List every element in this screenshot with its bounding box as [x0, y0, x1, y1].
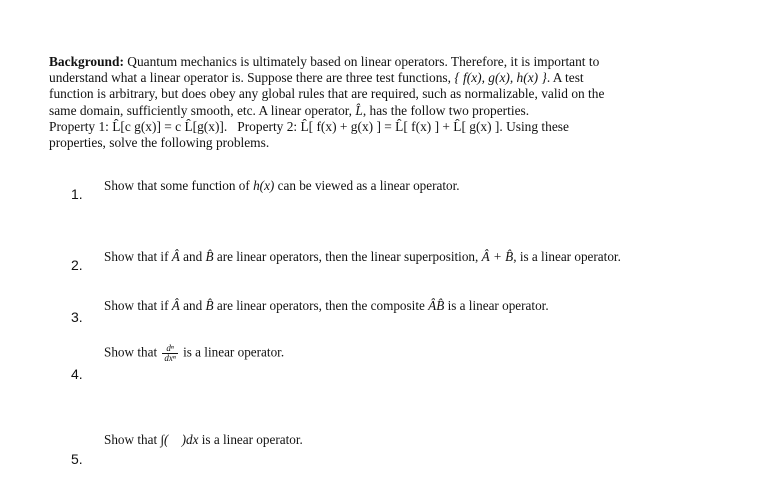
operator-l-hat: L̂	[355, 102, 363, 118]
background-paragraph	[49, 54, 729, 151]
problem-1-text: Show that some function of h(x) can be viewed as a linear operator.	[104, 178, 460, 193]
property-2: Property 2: L̂[ f(x) + g(x) ] = L̂[ f(x) ] + L̂[ g(x) ].	[237, 118, 503, 134]
integral-expression: ∫( )dx	[160, 432, 199, 447]
problem-2-text: Show that if Â and B̂ are linear operators, then the linear superposition, Â + B̂, is a linear operator.	[104, 249, 621, 264]
test-functions-set: { f(x), g(x), h(x) }	[454, 70, 547, 86]
derivative-fraction: $\frac{\text{dⁿ}}{\text{dxⁿ}}$	[164, 343, 176, 363]
background-line-2: understand what a linear operator is. Suppose there are three test functions, { f(x), g(x), h(x) }. A test	[49, 70, 584, 86]
background-line-1: Background: Quantum mechanics is ultimately based on linear operators. Therefore, it is important to	[49, 54, 600, 69]
problem-2-number: 2.	[71, 257, 83, 273]
background-heading: Background:	[49, 54, 124, 69]
problem-3-number: 3.	[71, 309, 83, 325]
properties-line: Property 1: L̂[c g(x)] = c L̂[g(x)]. Property 2: L̂[ f(x) + g(x) ] = L̂[ f(x) ] + L̂[ g(x) ]. Using these	[49, 118, 569, 134]
problem-5-text: Show that ∫( )dx is a linear operator.	[104, 432, 303, 447]
problem-4-text: Show that $\frac{\text{dⁿ}}{\text{dxⁿ}}$ is a linear operator.	[104, 343, 285, 363]
property-1: Property 1: L̂[c g(x)] = c L̂[g(x)].	[49, 118, 228, 134]
problem-3-text: Show that if Â and B̂ are linear operators, then the composite ÂB̂ is a linear operator.	[104, 298, 549, 313]
background-line-3: function is arbitrary, but does obey any global rules that are required, such as normalizable, valid on the	[49, 86, 605, 102]
problem-1-number: 1.	[71, 186, 83, 202]
problem-4-number: 4.	[71, 366, 83, 382]
background-line-4: same domain, sufficiently smooth, etc. A linear operator, L̂, has the follow two properties.	[49, 102, 530, 118]
background-line-6: properties, solve the following problems.	[49, 135, 270, 151]
problem-5-number: 5.	[71, 451, 83, 467]
